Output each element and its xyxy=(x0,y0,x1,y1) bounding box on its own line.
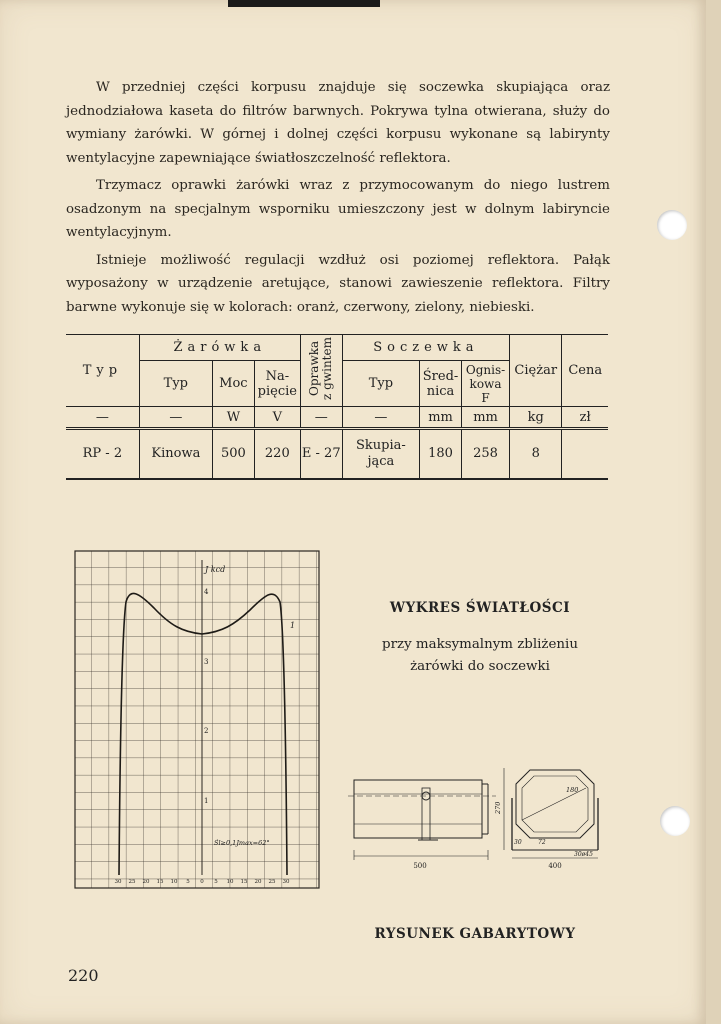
cell-ogniskowa: 258 xyxy=(461,429,509,479)
table-row xyxy=(66,429,608,479)
dim-width: 400 xyxy=(548,862,562,870)
unit-cell: — xyxy=(300,407,342,429)
unit-cell: — xyxy=(66,407,139,429)
unit-cell: zł xyxy=(562,407,608,429)
cell-cena xyxy=(562,429,608,479)
dim-small-1: 72 xyxy=(538,839,546,846)
unit-cell: V xyxy=(254,407,300,429)
header-soczewka: Soczewka xyxy=(342,335,509,361)
binder-hole-top xyxy=(657,210,687,240)
gwintem-label: z gwintem xyxy=(320,337,335,400)
x-tick-label: 10 xyxy=(226,879,234,885)
x-tick-label: 30 xyxy=(282,879,290,885)
drawing-title: RYSUNEK GABARYTOWY xyxy=(374,926,576,942)
header-oprawka xyxy=(300,335,342,407)
dim-small-3: 30ø45 xyxy=(574,851,593,858)
x-tick-label: 25 xyxy=(268,879,276,885)
binder-hole-bottom xyxy=(660,806,690,836)
dimension-drawing xyxy=(346,758,616,876)
x-tick-label: 20 xyxy=(254,879,262,885)
y-tick-label: 2 xyxy=(204,727,209,735)
header-zarowka: Żarówka xyxy=(139,335,300,361)
dim-lens: 180 xyxy=(566,786,579,794)
unit-cell: mm xyxy=(461,407,509,429)
header-typ: Typ xyxy=(66,335,139,407)
cell-napiecie: 220 xyxy=(254,429,300,479)
x-tick-label: 20 xyxy=(142,879,150,885)
paragraph-2: Trzymacz oprawki żarówki wraz z przymocowanym do niego lustrem osadzonym na specjalnym wsporniku umieszczony jest w dolnym labiryncie wentylacyjnym. xyxy=(66,178,610,240)
dim-small-2: 30 xyxy=(514,839,522,846)
x-tick-label: 5 xyxy=(186,879,190,885)
graph-annotation: Śl≥0,1Jmax=62° xyxy=(214,839,270,847)
oprawka-label: Oprawka xyxy=(307,340,322,397)
light-intensity-graph xyxy=(74,550,320,890)
cell-ciezar: 8 xyxy=(510,429,562,479)
curve-label: 1 xyxy=(290,621,296,630)
subheader-moc: Moc xyxy=(212,361,254,407)
x-tick-label: 0 xyxy=(200,879,204,885)
graph-subtitle xyxy=(340,634,620,678)
body-text xyxy=(66,76,610,319)
header-cena: Cena xyxy=(562,335,608,407)
unit-cell: — xyxy=(342,407,419,429)
header-ciezar: Ciężar xyxy=(510,335,562,407)
x-tick-label: 30 xyxy=(114,879,122,885)
graph-ylabel: J kcd xyxy=(205,565,226,574)
x-tick-label: 15 xyxy=(240,879,248,885)
x-tick-label: 25 xyxy=(128,879,136,885)
unit-cell: mm xyxy=(420,407,462,429)
cell-typ: RP - 2 xyxy=(66,429,139,479)
x-tick-label: 15 xyxy=(156,879,164,885)
y-tick-label: 3 xyxy=(204,658,209,666)
y-tick-label: 4 xyxy=(204,588,209,596)
dim-height: 270 xyxy=(494,801,502,814)
subheader-typ: Typ xyxy=(139,361,212,407)
cell-moc: 500 xyxy=(212,429,254,479)
subheader-soczewka-typ: Typ xyxy=(342,361,419,407)
graph-subtitle-line-2: żarówki do soczewki xyxy=(410,659,550,674)
scan-top-edge xyxy=(228,0,380,7)
unit-cell: kg xyxy=(510,407,562,429)
cell-srednica: 180 xyxy=(420,429,462,479)
units-row xyxy=(66,407,608,429)
cell-oprawka: E - 27 xyxy=(300,429,342,479)
y-tick-label: 1 xyxy=(204,797,209,805)
subheader-srednica: Śred- nica xyxy=(420,361,462,407)
graph-title: WYKRES ŚWIATŁOŚCI xyxy=(389,600,571,616)
subheader-napiecie: Na- pięcie xyxy=(254,361,300,407)
unit-cell: — xyxy=(139,407,212,429)
side-view xyxy=(348,780,496,860)
x-tick-label: 10 xyxy=(170,879,178,885)
dim-length: 500 xyxy=(413,862,427,870)
unit-cell: W xyxy=(212,407,254,429)
cell-soczewka-typ: Skupia- jąca xyxy=(342,429,419,479)
x-tick-label: 5 xyxy=(214,879,218,885)
graph-grid xyxy=(75,551,319,888)
graph-subtitle-line-1: przy maksymalnym zbliżeniu xyxy=(382,637,578,652)
paragraph-3: Istnieje możliwość regulacji wzdłuż osi poziomej reflektora. Pałąk wyposażony w urządzenie aretujące, stanowi zawieszenie reflektora. Filtry barwne wykonuje się w kolorach: oranż, czerwony, zielony, niebieski. xyxy=(66,252,610,315)
cell-zarowka-typ: Kinowa xyxy=(139,429,212,479)
subheader-ogniskowa: Ognis- kowa F xyxy=(461,361,509,407)
page-number: 220 xyxy=(68,966,99,985)
paragraph-1: W przedniej części korpusu znajduje się soczewka skupiająca oraz jednodziałowa kaseta do filtrów barwnych. Pokrywa tylna otwierana, służy do wymiany żarówki. W górnej i dolnej części korpusu wykonane są labirynty wentylacyjne zapewniające światłoszczelność reflektora. xyxy=(66,80,610,166)
spec-table xyxy=(66,334,608,480)
